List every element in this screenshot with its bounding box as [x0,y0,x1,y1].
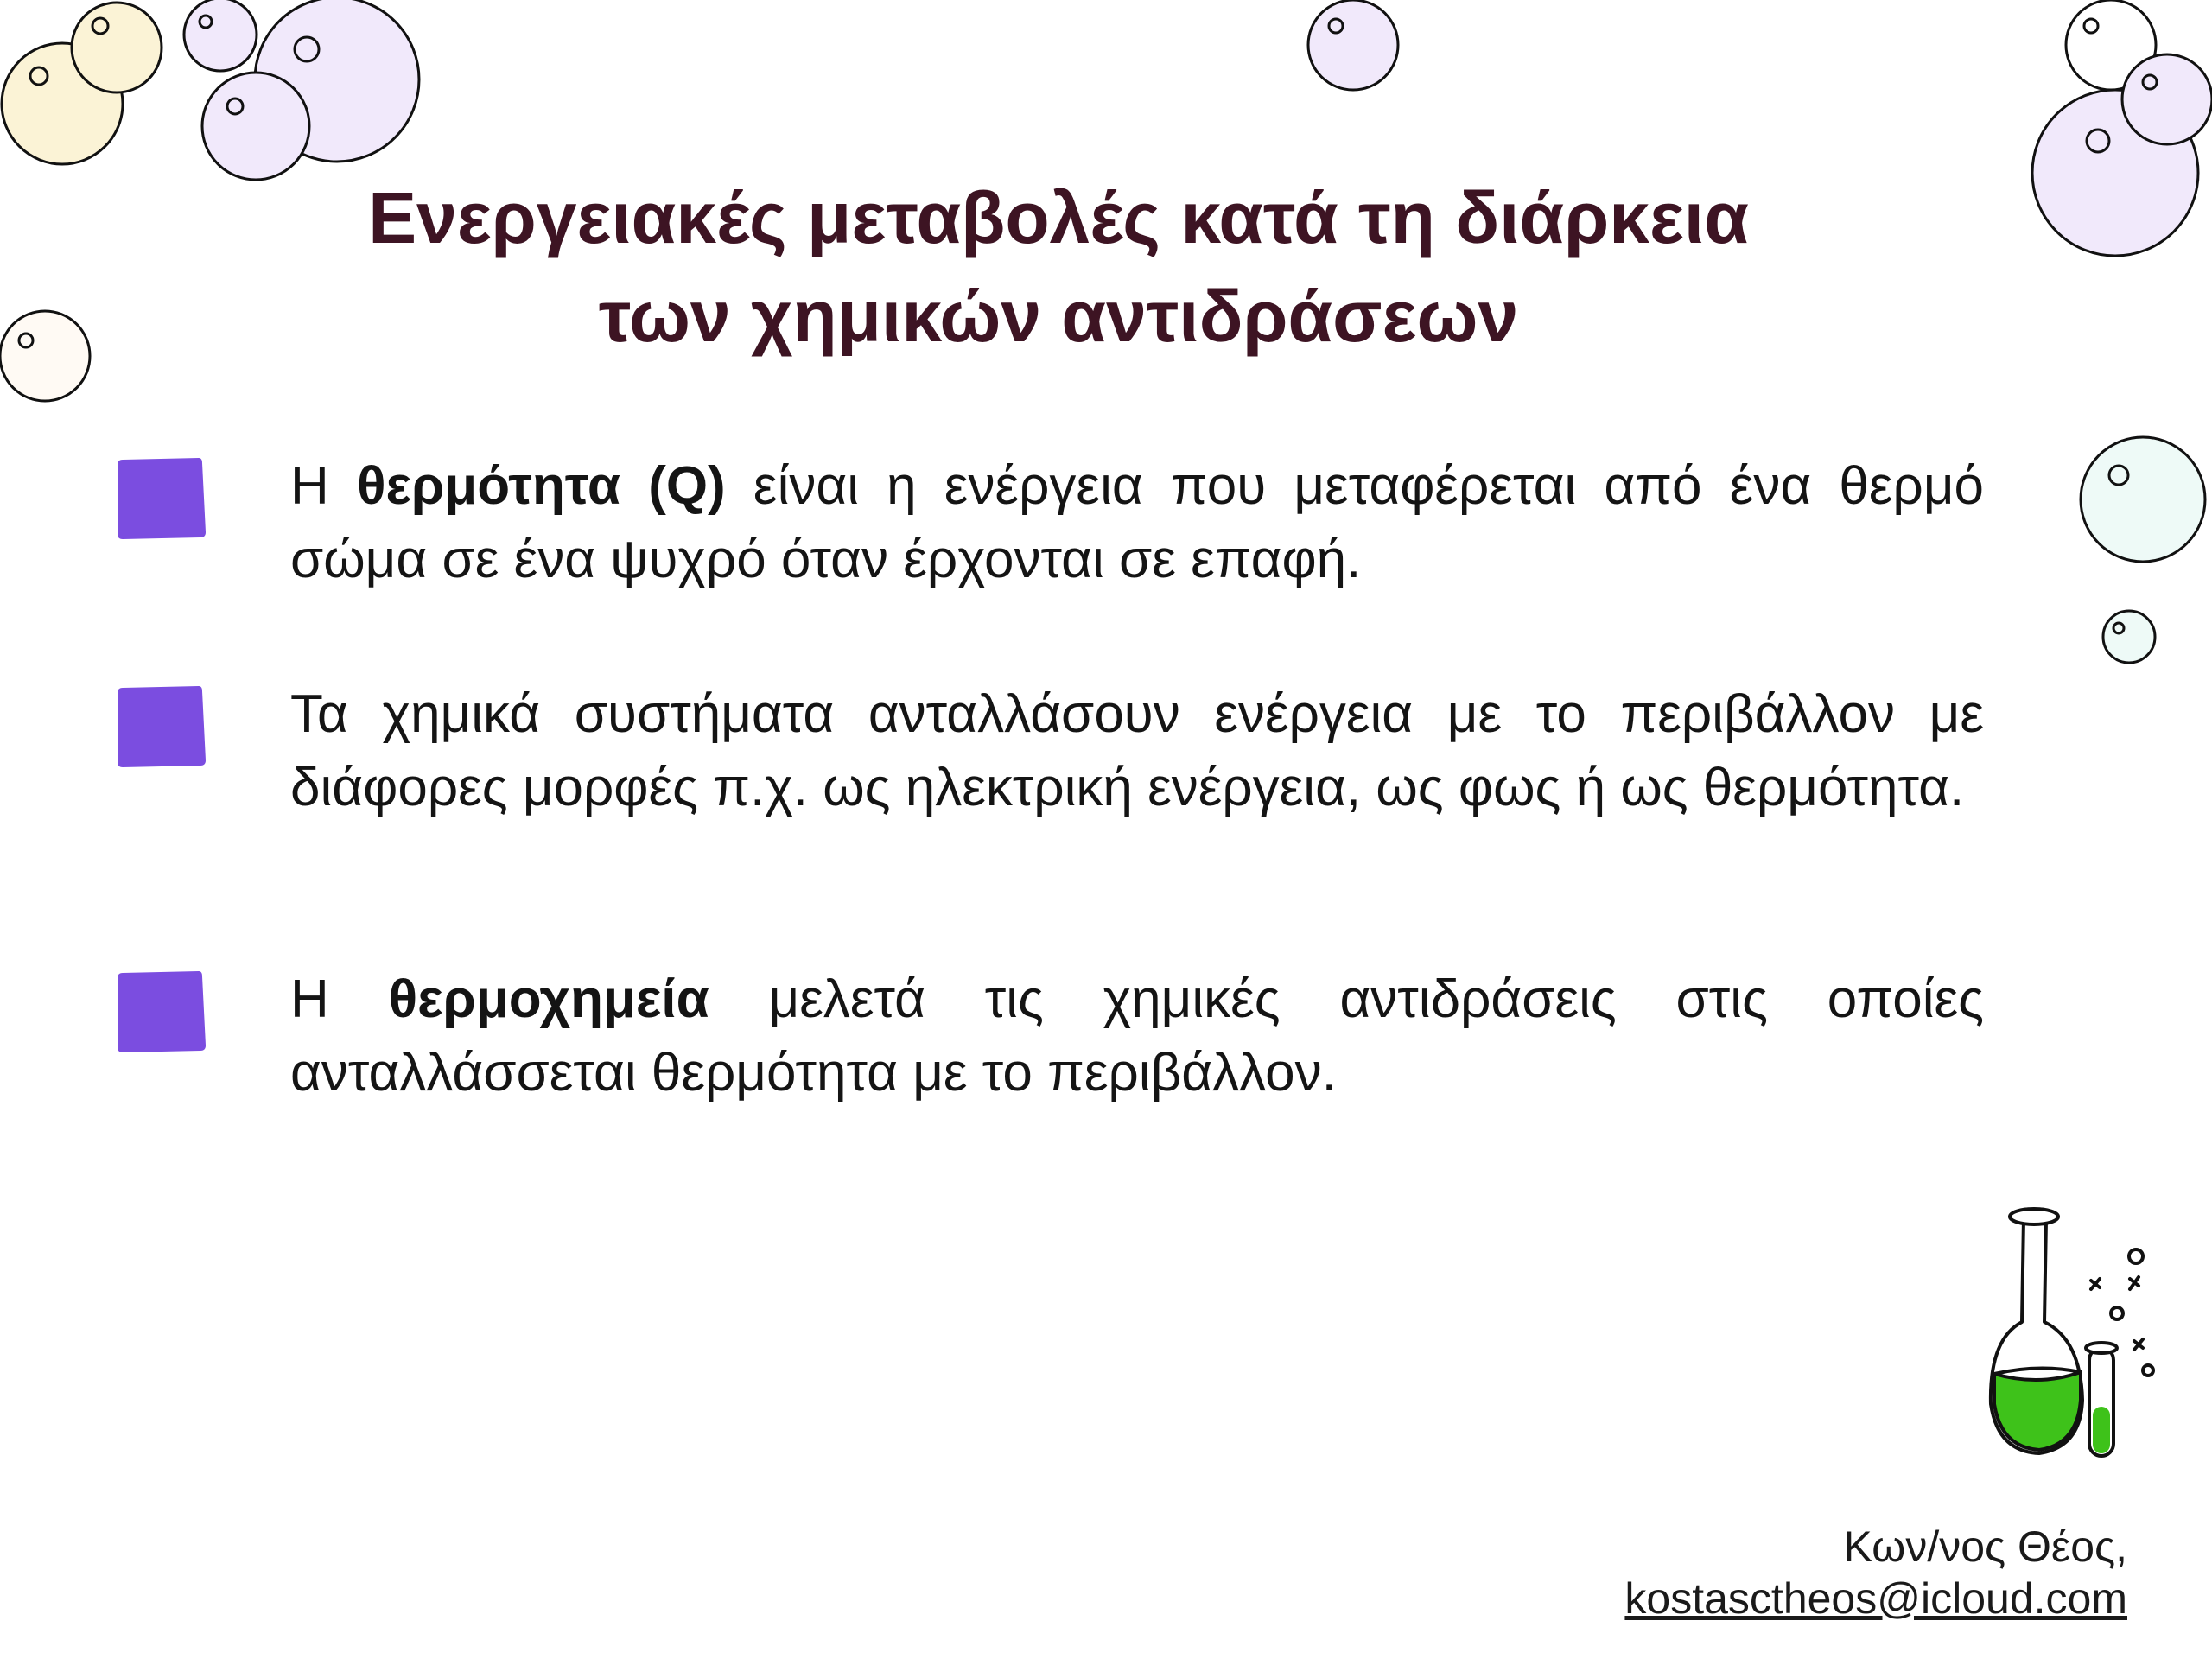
author-email-link[interactable]: kostasctheos@icloud.com [1624,1574,2127,1623]
bold-term: θερμοχημεία [388,969,709,1029]
bullet-text: Τα χημικά συστήματα ανταλλάσουν ενέργεια με το περιβάλλον με διάφορες μορφές π.χ. ως ηλεκτρική ενέργεια, ως φως ή ως θερμότητα. [290,684,1984,817]
purple-square-icon [118,969,206,1052]
flask-icon [1979,1201,2169,1478]
bullet-text: Η θερμότητα (Q) είναι η ενέργεια που μεταφέρεται από ένα θερμό σώμα σε ένα ψυχρό όταν έρχονται σε επαφή. [290,456,1985,589]
purple-square-icon [118,684,206,767]
title-line-1: Ενεργειακές μεταβολές κατά τη διάρκεια [368,177,1749,258]
author-credit [1624,1521,2127,1624]
purple-square-icon [118,456,206,539]
bullet-text: Η θερμοχημεία μελετά τις χημικές αντιδράσεις στις οποίες ανταλλάσσεται θερμότητα με το περιβάλλον. [290,969,1985,1103]
author-name: Κων/νος Θέος, [1843,1522,2127,1571]
title-line-2: των χημικών αντιδράσεων [598,276,1519,357]
bold-term: θερμότητα (Q) [357,456,726,516]
